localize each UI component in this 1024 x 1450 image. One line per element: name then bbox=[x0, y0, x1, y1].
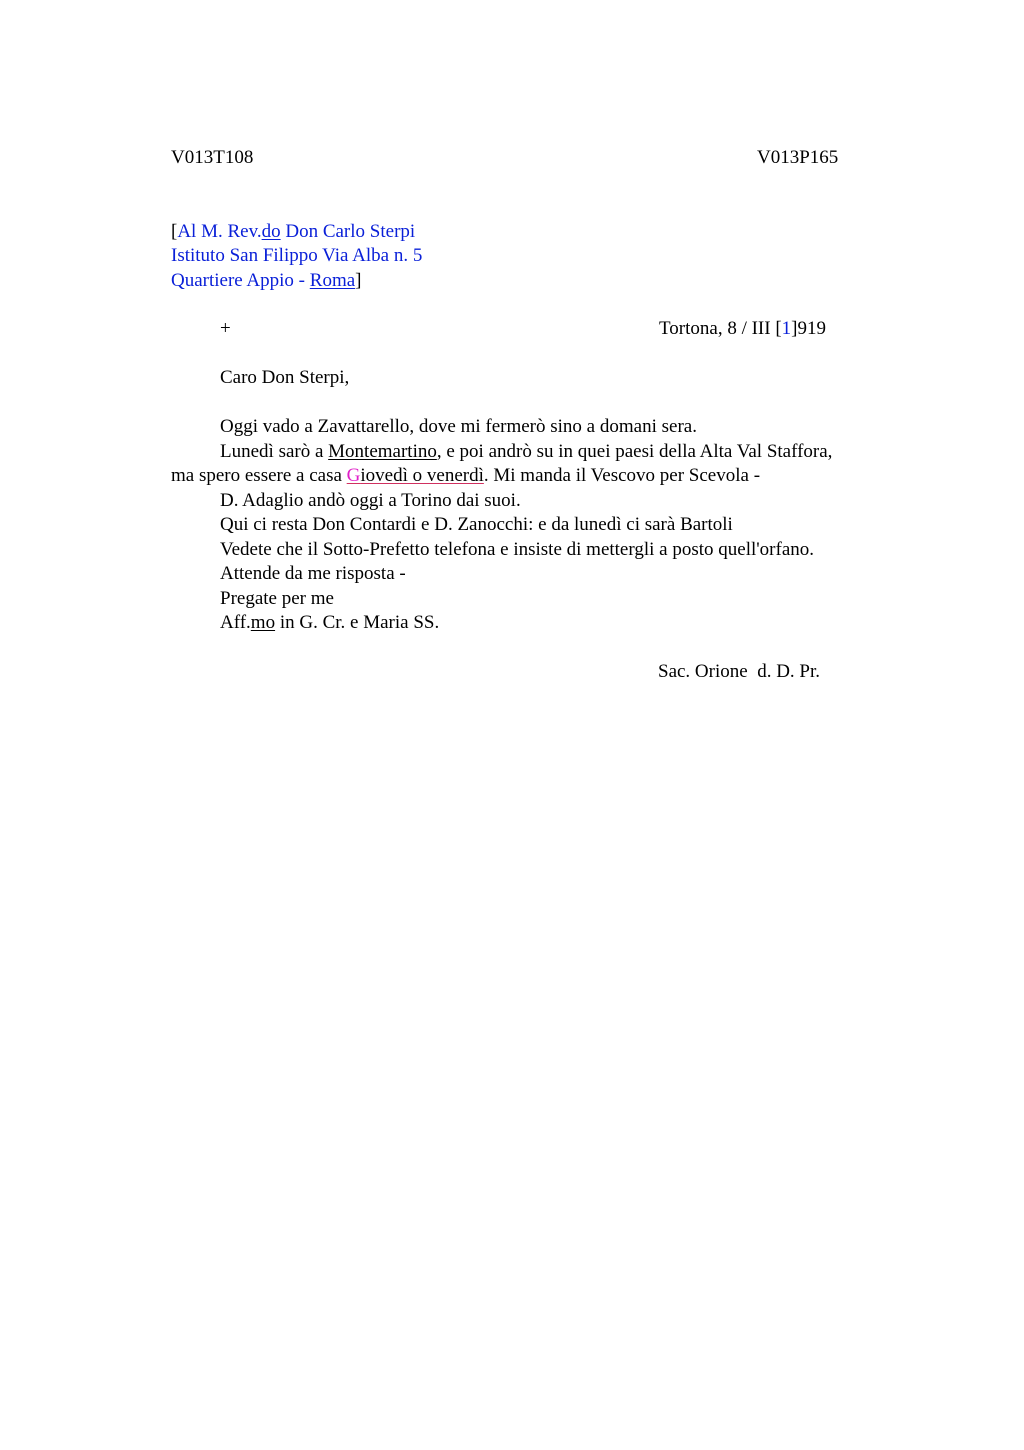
body-line-2 bbox=[220, 440, 832, 464]
document-code-right: V013P165 bbox=[757, 147, 839, 168]
greeting: Caro Don Sterpi, bbox=[220, 367, 350, 388]
address-open-bracket: [ bbox=[171, 221, 178, 242]
address-line-3 bbox=[171, 269, 361, 293]
body-line-8: Pregate per me bbox=[220, 588, 334, 609]
address-recipient-name: Don Carlo Sterpi bbox=[280, 221, 416, 242]
address-recipient-abbrev: do bbox=[261, 221, 281, 242]
address-close-bracket: ] bbox=[355, 270, 362, 291]
body-line-6: Vedete che il Sotto-Prefetto telefona e insiste di mettergli a posto quell'orfano. bbox=[220, 539, 815, 560]
place-date bbox=[659, 317, 826, 341]
signature: Sac. Orione d. D. Pr. bbox=[658, 661, 821, 682]
body-line-1: Oggi vado a Zavattarello, dove mi fermerò sino a domani sera. bbox=[220, 416, 697, 437]
closing-abbrev-sup: mo bbox=[250, 612, 276, 633]
place-date-text: Tortona, 8 / III [ bbox=[659, 318, 782, 339]
address-recipient-prefix: Al M. Rev. bbox=[177, 221, 262, 242]
body-line-5: Qui ci resta Don Contardi e D. Zanocchi: e da lunedì ci sarà Bartoli bbox=[220, 514, 733, 535]
body-line-4: D. Adaglio andò oggi a Torino dai suoi. bbox=[220, 490, 521, 511]
closing-line bbox=[220, 611, 439, 635]
days-initial-letter: G bbox=[346, 465, 361, 486]
body-line-3 bbox=[171, 464, 760, 488]
address-line-1 bbox=[171, 220, 415, 244]
days-text: iovedì o venerdì bbox=[360, 465, 484, 486]
date-inserted-digit: 1 bbox=[781, 318, 792, 339]
place-montemartino: Montemartino bbox=[328, 441, 437, 462]
closing-rest: in G. Cr. e Maria SS. bbox=[275, 612, 440, 633]
closing-abbrev: Aff. bbox=[220, 612, 251, 633]
document-code-left: V013T108 bbox=[171, 147, 254, 168]
date-year-rest: ]919 bbox=[791, 318, 826, 339]
body-line-2-start: Lunedì sarò a bbox=[220, 441, 329, 462]
body-line-3-end: . Mi manda il Vescovo per Scevola - bbox=[483, 465, 761, 486]
body-line-2-end: , e poi andrò su in quei paesi della Alta Val Staffora, bbox=[436, 441, 833, 462]
body-line-7: Attende da me risposta - bbox=[220, 563, 406, 584]
body-line-3-start: ma spero essere a casa bbox=[171, 465, 347, 486]
address-city: Roma bbox=[309, 270, 356, 291]
address-district: Quartiere Appio - bbox=[171, 270, 310, 291]
cross-mark: + bbox=[220, 318, 231, 339]
address-line-2: Istituto San Filippo Via Alba n. 5 bbox=[171, 245, 423, 266]
